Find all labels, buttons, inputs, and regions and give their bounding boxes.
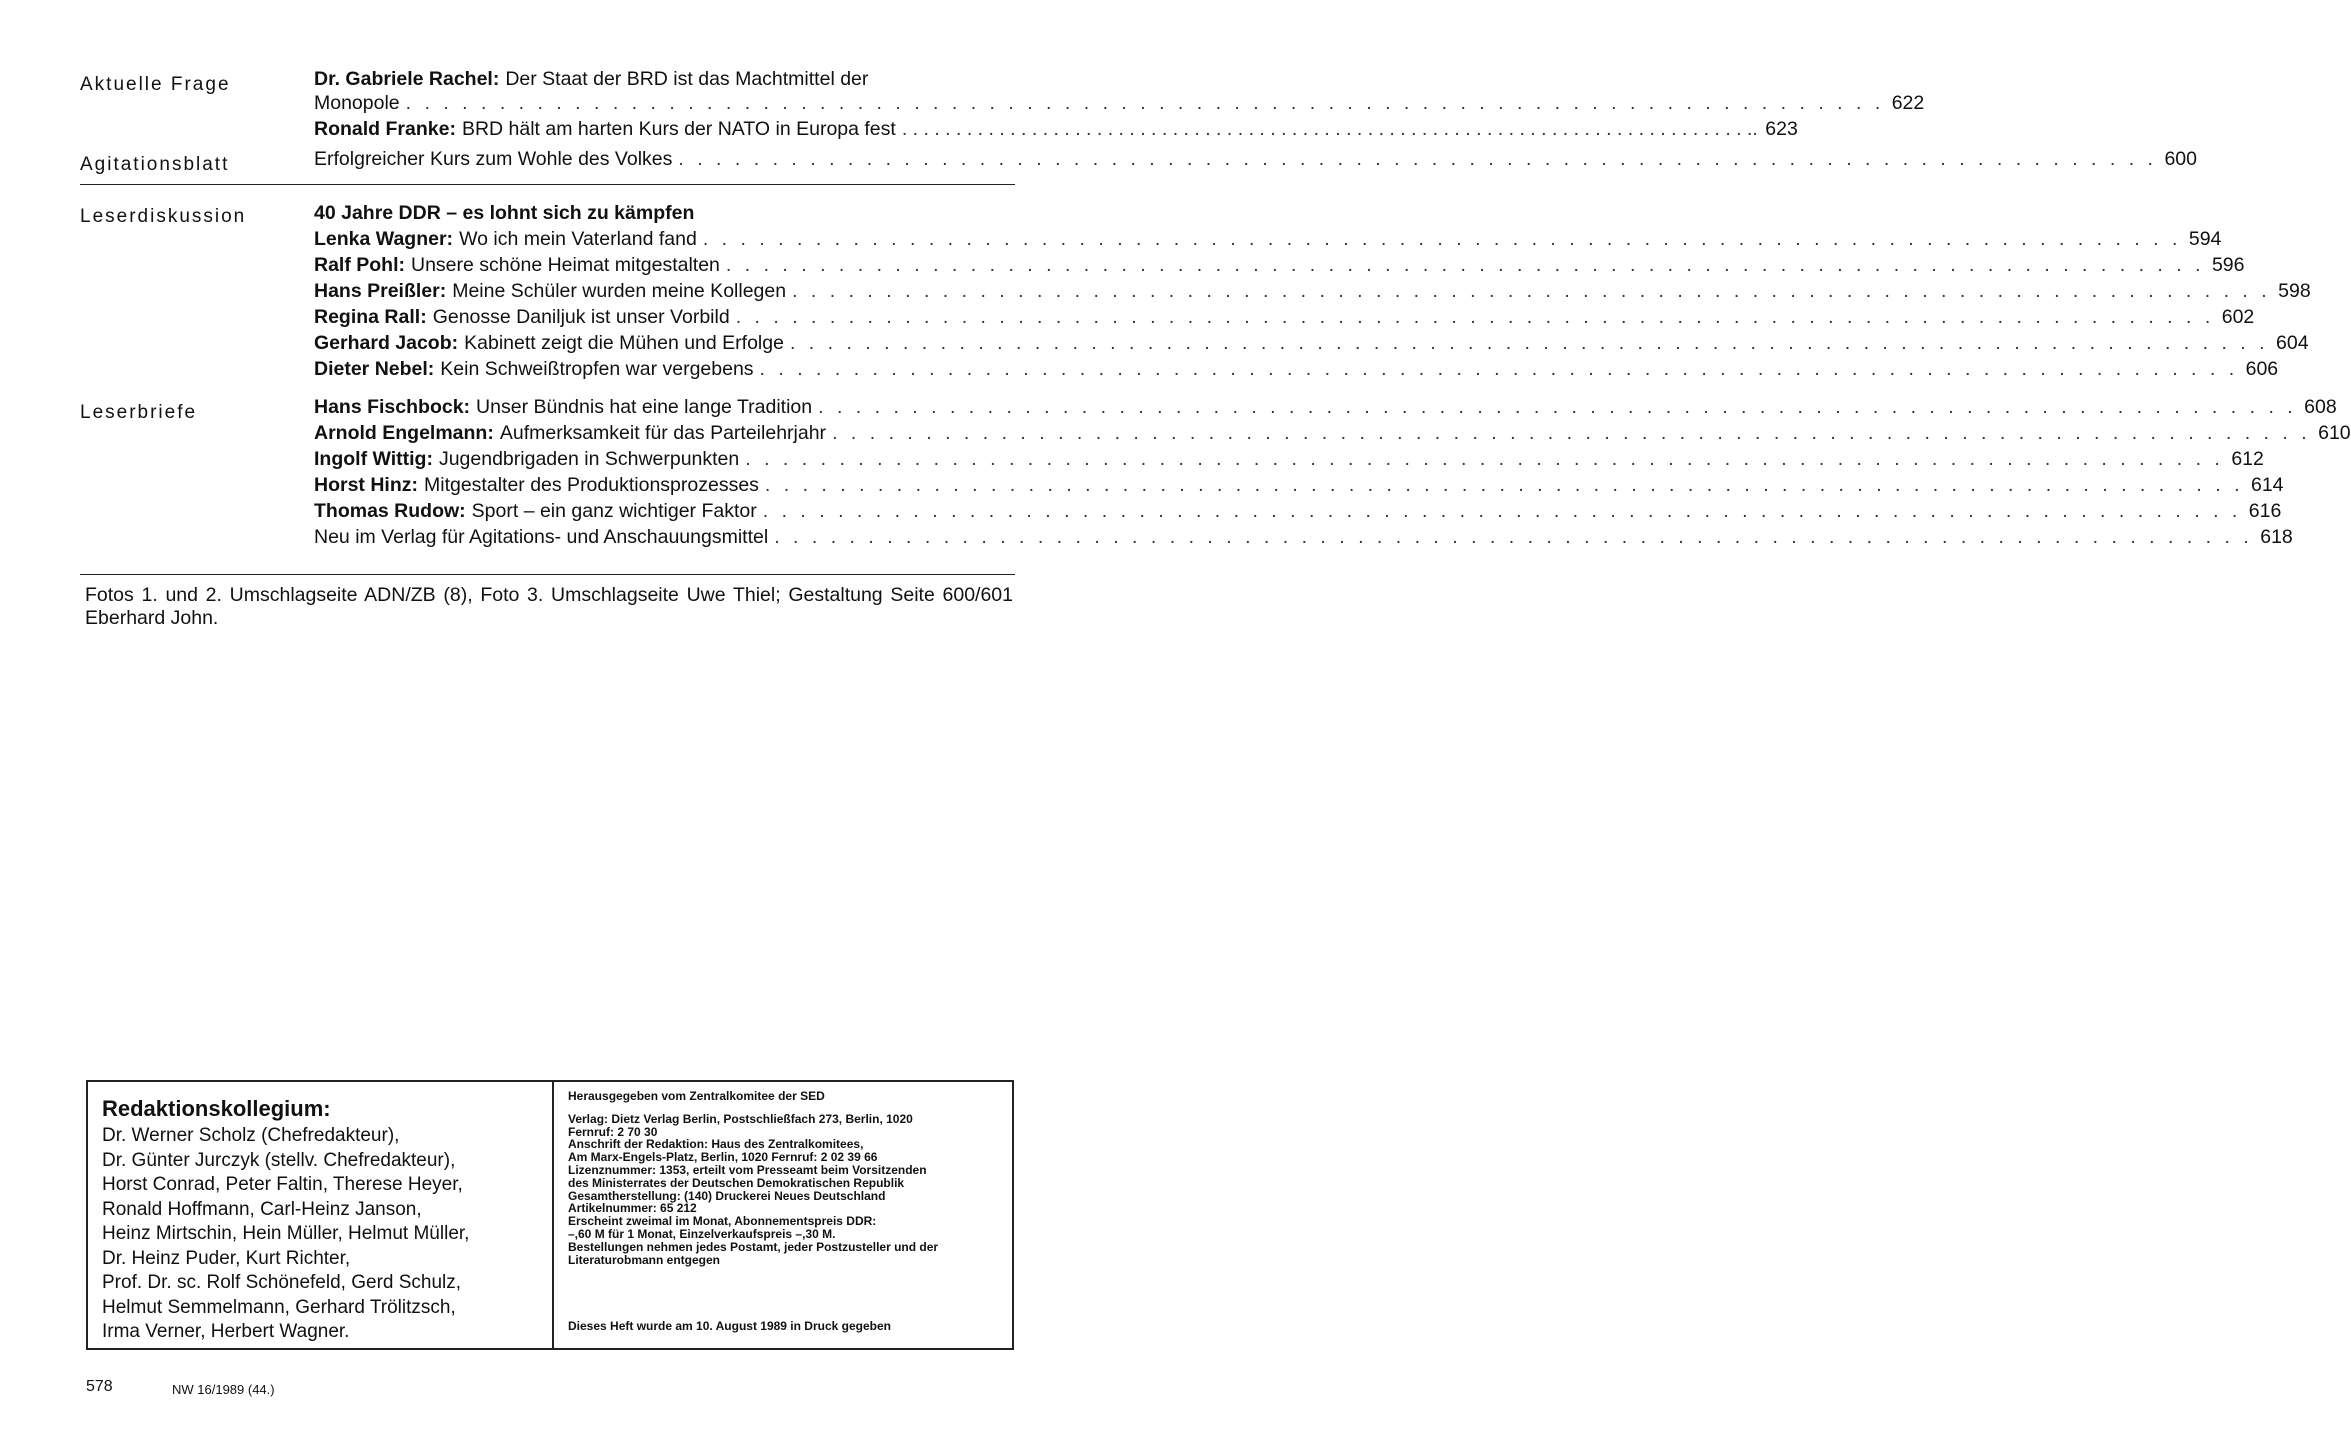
entry-author: Horst Hinz:: [314, 474, 418, 496]
board-member-line: Helmut Semmelmann, Gerhard Trölitzsch,: [102, 1296, 456, 1318]
entry-author: Dr. Gabriele Rachel:: [314, 68, 500, 90]
toc-entry[interactable]: [314, 396, 2337, 422]
imprint-line: Artikelnummer: 65 212: [568, 1201, 697, 1216]
masthead-box: [86, 1080, 1014, 1350]
entry-author: Hans Preißler:: [314, 280, 447, 302]
entry-title: Erfolgreicher Kurs zum Wohle des Volkes: [314, 148, 673, 170]
entry-page: 596: [2211, 254, 2245, 276]
dot-leader: [765, 474, 2244, 497]
toc-entry[interactable]: [314, 306, 2255, 332]
board-member-line: Dr. Heinz Puder, Kurt Richter,: [102, 1247, 351, 1269]
toc-entry[interactable]: [314, 228, 2222, 254]
toc-entry[interactable]: [314, 474, 2284, 500]
imprint-line: Bestellungen nehmen jedes Postamt, jeder Postzusteller und der: [568, 1239, 939, 1254]
entry-author: Lenka Wagner:: [314, 228, 454, 250]
board-member-line: Ronald Hoffmann, Carl-Heinz Janson,: [102, 1198, 422, 1220]
toc-entry[interactable]: [314, 92, 1925, 118]
entry-title: Kein Schweißtropfen war vergebens: [440, 358, 754, 380]
imprint-line: Literaturobmann entgegen: [568, 1252, 721, 1267]
entry-author: Ralf Pohl:: [314, 254, 405, 276]
entry-page: 618: [2260, 526, 2293, 548]
entry-page: 598: [2278, 280, 2311, 302]
issue-label: NW 16/1989 (44.): [172, 1382, 275, 1397]
section-divider: [80, 184, 1015, 185]
entry-list: [314, 396, 2351, 552]
section-divider: [80, 574, 1015, 575]
board-member-line: Heinz Mirtschin, Hein Müller, Helmut Müller,: [102, 1223, 470, 1244]
entry-list: [314, 68, 1925, 144]
imprint-line: Lizenznummer: 1353, erteilt vom Presseamt beim Vorsitzenden: [568, 1162, 927, 1177]
dot-leader: [774, 526, 2253, 549]
imprint-line: Anschrift der Redaktion: Haus des Zentralkomitees,: [568, 1137, 864, 1152]
dot-leader: [406, 92, 1885, 115]
dot-leader: [760, 358, 2239, 381]
entry-title: Jugendbrigaden in Schwerpunkten: [438, 448, 740, 470]
board-member-line: Prof. Dr. sc. Rolf Schönefeld, Gerd Schulz,: [102, 1272, 462, 1293]
publisher-line: Herausgegeben vom Zentralkomitee der SED: [568, 1089, 825, 1103]
imprint-line: Erscheint zweimal im Monat, Abonnementspreis DDR:: [568, 1214, 877, 1229]
entry-title: Mitgestalter des Produktionsprozesses: [424, 474, 759, 496]
toc-entry[interactable]: [314, 448, 2264, 474]
section-label: Leserbriefe: [80, 402, 198, 423]
toc-entry[interactable]: [314, 118, 1798, 144]
imprint-line: des Ministerrates der Deutschen Demokratischen Republik: [568, 1175, 905, 1190]
entry-author: Ronald Franke:: [314, 118, 456, 140]
entry-page: 623: [1765, 118, 1798, 140]
entry-list: [314, 148, 2197, 174]
toc-entry[interactable]: [314, 422, 2351, 448]
entry-page: 612: [2231, 448, 2264, 470]
entry-title: Meine Schüler wurden meine Kollegen: [452, 280, 787, 302]
entry-title: Der Staat der BRD ist das Machtmittel der: [505, 68, 869, 90]
entry-title: BRD hält am harten Kurs der NATO in Europa fest: [461, 118, 896, 140]
dot-leader: [736, 306, 2215, 329]
entry-page: 622: [1891, 92, 1925, 114]
entry-page: 602: [2221, 306, 2255, 328]
dot-leader: [703, 228, 2182, 251]
toc-entry[interactable]: [314, 68, 1012, 92]
entry-page: 608: [2304, 396, 2337, 418]
entry-page: 616: [2248, 500, 2282, 522]
imprint-line: Fernruf: 2 70 30: [568, 1124, 658, 1139]
entry-author: Ingolf Wittig:: [314, 448, 433, 470]
entry-title: Aufmerksamkeit für das Parteilehrjahr: [499, 422, 827, 444]
dot-leader: [790, 332, 2269, 355]
entry-page: 610: [2318, 422, 2351, 444]
board-member-line: Dr. Günter Jurczyk (stellv. Chefredakteur),: [102, 1149, 456, 1171]
page-number: 578: [86, 1378, 113, 1395]
entry-author: Thomas Rudow:: [314, 500, 466, 522]
entry-title: Unser Bündnis hat eine lange Tradition: [476, 396, 813, 418]
entry-title: Genosse Daniljuk ist unser Vorbild: [432, 306, 730, 328]
entry-list: [314, 202, 2311, 384]
entry-page: 614: [2250, 474, 2284, 496]
entry-author: Hans Fischbock:: [314, 396, 471, 418]
entry-author: Dieter Nebel:: [314, 358, 435, 380]
imprint-line: Gesamtherstellung: (140) Druckerei Neues Deutschland: [568, 1188, 886, 1203]
board-member-line: Irma Verner, Herbert Wagner.: [102, 1321, 350, 1342]
print-date-line: Dieses Heft wurde am 10. August 1989 in Druck gegeben: [568, 1319, 891, 1333]
entry-author: Gerhard Jacob:: [314, 332, 459, 354]
section-label: Leserdiskussion: [80, 206, 247, 227]
dot-leader: [678, 148, 2157, 171]
entry-page: 604: [2276, 332, 2309, 354]
entry-title: Neu im Verlag für Agitations- und Anschauungsmittel: [314, 526, 769, 548]
entry-title: Unsere schöne Heimat mitgestalten: [411, 254, 720, 276]
dot-leader: [726, 254, 2205, 277]
toc-entry[interactable]: [314, 280, 2311, 306]
entry-title: Sport – ein ganz wichtiger Faktor: [471, 500, 757, 522]
editorial-board: [88, 1082, 554, 1348]
imprint: [568, 1089, 1008, 1333]
board-member-line: Dr. Werner Scholz (Chefredakteur),: [102, 1125, 400, 1146]
entry-author: Arnold Engelmann:: [314, 422, 494, 444]
imprint-line: Verlag: Dietz Verlag Berlin, Postschließfach 273, Berlin, 1020: [568, 1111, 913, 1126]
entry-page: 606: [2245, 358, 2279, 380]
entry-title: Monopole: [314, 92, 400, 114]
imprint-line: –,60 M für 1 Monat, Einzelverkaufspreis –,30 M.: [568, 1226, 836, 1241]
dot-leader: [792, 280, 2271, 303]
toc-entry[interactable]: [314, 332, 2309, 358]
entry-page: 600: [2164, 148, 2197, 170]
toc-entry[interactable]: [314, 526, 2293, 552]
toc-entry[interactable]: [314, 148, 2197, 174]
editorial-board-title: Redaktionskollegium:: [102, 1096, 331, 1121]
board-member-line: Horst Conrad, Peter Faltin, Therese Heyer,: [102, 1174, 463, 1195]
dot-leader: [763, 500, 2242, 523]
entry-author: Regina Rall:: [314, 306, 427, 328]
toc-entry[interactable]: [314, 358, 2279, 384]
dot-leader: . . . .: [902, 118, 1758, 141]
toc-entry[interactable]: [314, 254, 2245, 280]
section-label: Agitationsblatt: [80, 154, 230, 175]
entry-page: 594: [2188, 228, 2222, 250]
entry-title: Wo ich mein Vaterland fand: [459, 228, 697, 250]
group-title: 40 Jahre DDR – es lohnt sich zu kämpfen: [314, 202, 695, 224]
dot-leader: [832, 422, 2311, 445]
section-label: Aktuelle Frage: [80, 74, 231, 95]
dot-leader: [745, 448, 2224, 471]
photo-credits: Fotos 1. und 2. Umschlagseite ADN/ZB (8), Foto 3. Umschlagseite Uwe Thiel; Gestaltung Seite 600/601 Eberhard John.: [85, 584, 1013, 629]
entry-title: Kabinett zeigt die Mühen und Erfolge: [464, 332, 784, 354]
imprint-line: Am Marx-Engels-Platz, Berlin, 1020 Fernruf: 2 02 39 66: [568, 1150, 878, 1165]
dot-leader: [818, 396, 2297, 419]
toc-entry[interactable]: [314, 500, 2282, 526]
